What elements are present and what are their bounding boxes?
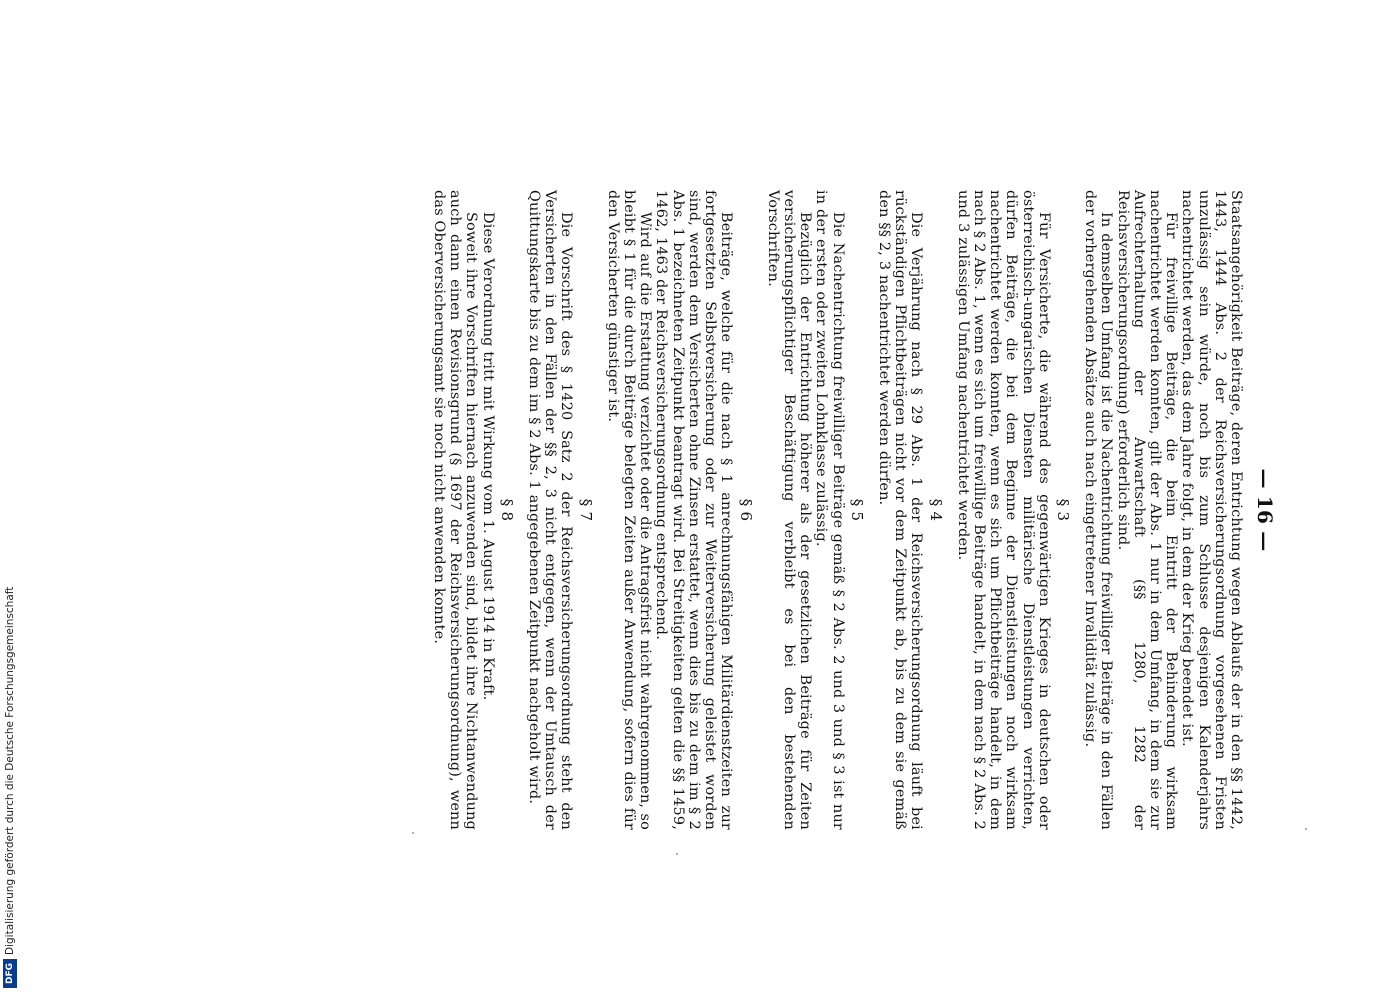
scan-speck bbox=[412, 832, 414, 834]
section-heading: § 3 bbox=[1053, 498, 1072, 522]
paragraph: Beiträge, welche für die nach § 1 anrechnungsfähigen Militärdienstzeiten zur fortgesetzten Selbstversicherung oder zur Weiterversicherung geleistet worden sind, werden dem Versicherten ohne Zinsen erstattet, wenn dies bis zu dem im § 2 Abs. 1 bezeichneten Zeitpunkt beantragt wird. Bei Streitigkeiten gelten die §§ 1459, 1462, 1463 der Reichsversicherungsordnung entsprechend. bbox=[653, 190, 735, 830]
scan-speck bbox=[676, 853, 678, 855]
section-heading: § 6 bbox=[736, 498, 755, 522]
rotated-document-page bbox=[150, 190, 1280, 830]
scan-speck bbox=[1305, 828, 1307, 830]
section-heading: § 8 bbox=[497, 498, 516, 522]
digitization-credit-text: Digitalisierung gefördert durch die Deutsche Forschungsgemeinschaft bbox=[4, 586, 16, 955]
page-number: — 16 — bbox=[1253, 468, 1277, 552]
paragraph: Die Verjährung nach § 29 Abs. 1 der Reichsversicherungsordnung läuft bei rückständigen Pflichtbeiträgen nicht vor dem Zeitpunkt ab, bis zu dem sie gemäß den §§ 2, 3 nachentrichtet werden dürfen. bbox=[875, 190, 925, 830]
section-heading: § 4 bbox=[926, 498, 945, 522]
document-body bbox=[431, 190, 1244, 830]
paragraph: Wird auf die Erstattung verzichtet oder die Antragsfrist nicht wahrgenommen, so bleibt § 1 für die durch Beiträge belegten Zeiten außer Anwendung, sofern dies für den Versicherten günstiger ist. bbox=[604, 190, 654, 830]
paragraph: In demselben Umfang ist die Nachentrichtung freiwilliger Beiträge in den Fällen der vorhergehenden Absätze auch nach eingetretener Invalidität zulässig. bbox=[1082, 190, 1115, 830]
paragraph: Staatsangehörigkeit Beiträge, deren Entrichtung wegen Ablaufs der in den §§ 1442, 1443, 1444 Abs. 2 der Reichsversicherungsordnung vorgesehenen Fristen unzulässig sein würde, noch bis zum Schlusse desjenigen Kalenderjahrs nachentrichtet werden, das dem Jahre folgt, in dem der Krieg beendet ist. bbox=[1179, 190, 1244, 830]
section-heading: § 7 bbox=[576, 498, 595, 522]
paragraph: Für freiwillige Beiträge, die beim Eintritt der Behinderung wirksam nachentrichtet werden konnten, gilt der Abs. 1 nur in dem Umfang, in dem sie zur Aufrechterhaltung der Anwartschaft (§§ 1280, 1282 der Reichsversicherungsordnung) erforderlich sind. bbox=[1114, 190, 1180, 830]
paragraph: Soweit ihre Vorschriften hiernach anzuwenden sind, bildet ihre Nichtanwendung auch dann einen Revisionsgrund (§ 1697 der Reichsversicherungsordnung), wenn das Oberversicherungsamt sie noch nicht anwenden konnte. bbox=[431, 190, 480, 830]
section-heading: § 5 bbox=[847, 498, 866, 522]
dfg-logo: DFG bbox=[3, 959, 17, 988]
paragraph: Die Vorschrift des § 1420 Satz 2 der Reichsversicherungsordnung steht den Versicherten in den Fällen der §§ 2, 3 nicht entgegen, wenn der Umtausch der Quittungskarte bis zu dem im § 2 Abs. 1 angegebenen Zeitpunkt nachgeholt wird. bbox=[526, 190, 575, 830]
paragraph: Die Nachentrichtung freiwilliger Beiträge gemäß § 2 Abs. 2 und 3 und § 3 ist nur in der ersten oder zweiten Lohnklasse zulässig. bbox=[813, 190, 846, 830]
paragraph: Für Versicherte, die während des gegenwärtigen Krieges in deutschen oder österreichisch-ungarischen Diensten militärische Dienstleistungen verrichten, dürfen Beiträge, die bei dem Beginne der Dienstleistungen noch wirksam nachentrichtet werden konnten, wenn es sich um Pflichtbeiträge handelt, in dem nach § 2 Abs. 1, wenn es sich um freiwillige Beiträge handelt, in dem nach § 2 Abs. 2 und 3 zulässigen Umfang nachentrichtet werden. bbox=[954, 190, 1052, 830]
paragraph: Bezüglich der Entrichtung höherer als der gesetzlichen Beiträge für Zeiten versicherungspflichtiger Beschäftigung verbleibt es bei den bestehenden Vorschriften. bbox=[764, 190, 814, 830]
digitization-credit bbox=[2, 0, 18, 1000]
paragraph: Diese Verordnung tritt mit Wirkung vom 1. August 1914 in Kraft. bbox=[479, 212, 496, 701]
